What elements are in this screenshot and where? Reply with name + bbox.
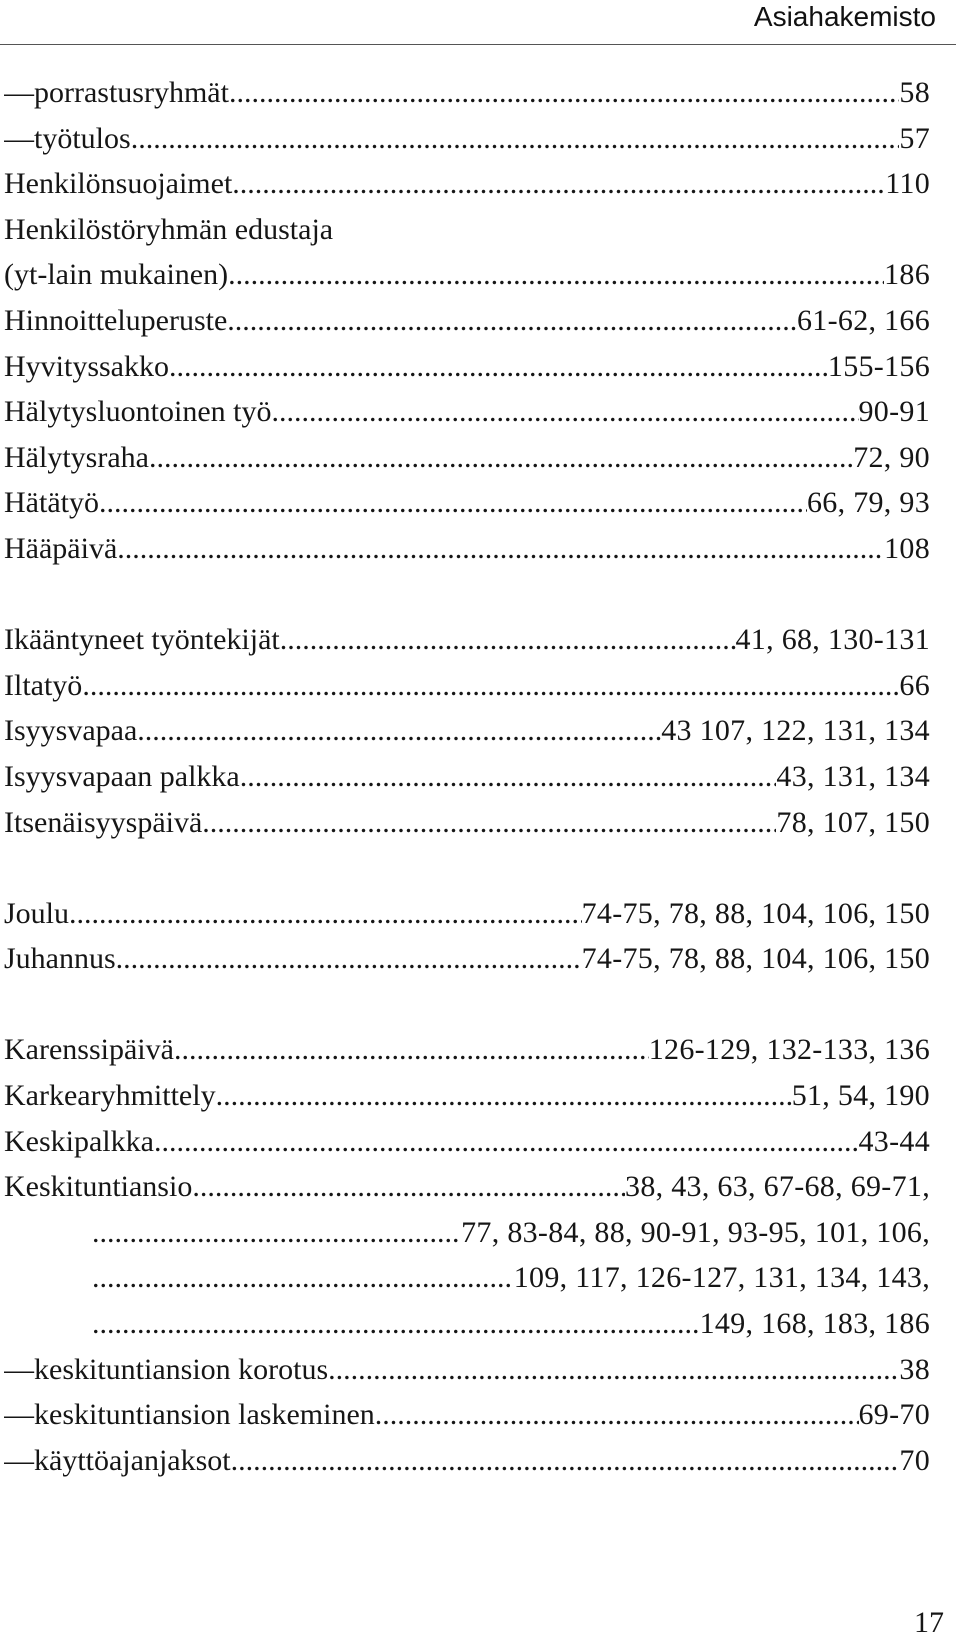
dot-leader (174, 1027, 649, 1073)
index-term: (yt-lain mukainen) (4, 258, 229, 292)
index-term: Itsenäisyyspäivä (4, 805, 203, 839)
index-term: Henkilöstöryhmän edustaja (4, 212, 334, 246)
dot-leader (192, 1164, 625, 1210)
index-term: Isyysvapaan palkka (4, 759, 240, 793)
index-entry (4, 1073, 930, 1119)
index-pages: 58 (899, 76, 930, 109)
index-pages: 108 (884, 531, 930, 565)
page-header (0, 0, 960, 52)
index-term: Hätätyö (4, 486, 99, 520)
index-pages: 51, 54, 190 (791, 1079, 930, 1113)
section-title: Asiahakemisto (753, 1, 936, 32)
index-entry (4, 161, 930, 207)
index-pages: 110 (885, 167, 930, 201)
index-pages: 61-62, 166 (797, 303, 930, 337)
index-pages: 43-44 (858, 1124, 930, 1158)
index-entry (4, 389, 930, 435)
index-pages: 186 (884, 258, 930, 292)
index-entry (4, 1392, 930, 1438)
letter-group-gap (4, 572, 930, 618)
index-pages: 109, 117, 126-127, 131, 134, 143, (513, 1261, 930, 1295)
dot-leader (116, 936, 582, 982)
index-entry-continuation (4, 1210, 930, 1256)
index-entry (4, 70, 930, 116)
index-pages: 72, 90 (853, 440, 930, 474)
index-term: Hääpäivä (4, 531, 118, 565)
index-entry (4, 754, 930, 800)
index-term: Ikääntyneet työntekijät (4, 623, 280, 657)
index-term: Keskipalkka (4, 1124, 154, 1158)
dot-leader (271, 389, 858, 435)
letter-group-gap (4, 982, 930, 1028)
dot-leader (154, 1119, 859, 1165)
index-entry (4, 1347, 930, 1393)
index-entry (4, 526, 930, 572)
dot-leader (137, 708, 661, 754)
dot-leader (231, 1438, 900, 1484)
index-entry (4, 207, 930, 253)
index-pages: 74-75, 78, 88, 104, 106, 150 (581, 896, 930, 930)
index-entry (4, 663, 930, 709)
dot-leader (240, 754, 777, 800)
dot-leader (149, 435, 853, 481)
dot-leader (229, 70, 899, 116)
dot-leader (131, 116, 900, 162)
index-pages: 69-70 (858, 1398, 930, 1432)
index-entry (4, 344, 930, 390)
index-entry (4, 116, 930, 162)
index-term: Hälytysluontoinen työ (4, 395, 272, 429)
subject-index (4, 70, 930, 1483)
dot-leader (82, 663, 899, 709)
index-pages: 43, 131, 134 (776, 759, 930, 793)
dot-leader (280, 617, 736, 663)
index-pages: 74-75, 78, 88, 104, 106, 150 (581, 942, 930, 976)
dot-leader (227, 298, 797, 344)
index-pages: 43 107, 122, 131, 134 (661, 714, 930, 748)
index-term: Hyvityssakko (4, 349, 169, 383)
dot-leader (99, 480, 807, 526)
dot-leader (216, 1073, 792, 1119)
index-entry (4, 800, 930, 846)
index-term: —käyttöajanjaksot (4, 1443, 231, 1477)
index-pages: 41, 68, 130-131 (735, 623, 930, 657)
page-number: 17 (914, 1606, 944, 1639)
index-term: Hinnoitteluperuste (4, 303, 228, 337)
index-entry (4, 252, 930, 298)
index-term: —porrastusryhmät (4, 76, 229, 109)
index-pages: 78, 107, 150 (776, 805, 930, 839)
index-entry (4, 936, 930, 982)
index-term: Iltatyö (4, 668, 83, 702)
index-entry (4, 617, 930, 663)
dot-leader (92, 1301, 700, 1347)
index-term: Karkearyhmittely (4, 1079, 216, 1113)
dot-leader (69, 891, 582, 937)
index-term: Keskituntiansio (4, 1170, 193, 1204)
dot-leader (117, 526, 884, 572)
dot-leader (375, 1392, 859, 1438)
index-pages: 38, 43, 63, 67-68, 69-71, (625, 1170, 930, 1204)
dot-leader (232, 161, 885, 207)
index-pages: 57 (899, 121, 930, 155)
index-term: Henkilönsuojaimet (4, 167, 233, 201)
index-pages: 77, 83-84, 88, 90-91, 93-95, 101, 106, (461, 1215, 930, 1249)
index-term: Karenssipäivä (4, 1033, 174, 1067)
index-entry (4, 891, 930, 937)
letter-group-gap (4, 845, 930, 891)
index-pages: 38 (899, 1352, 930, 1386)
index-pages: 155-156 (827, 349, 930, 383)
index-pages: 90-91 (858, 395, 930, 429)
index-pages: 70 (899, 1443, 930, 1477)
index-entry (4, 1438, 930, 1484)
index-entry (4, 480, 930, 526)
dot-leader (169, 344, 828, 390)
dot-leader (328, 1347, 899, 1393)
index-term: Hälytysraha (4, 440, 149, 474)
dot-leader (92, 1255, 514, 1301)
index-entry-continuation (4, 1255, 930, 1301)
index-pages: 149, 168, 183, 186 (699, 1307, 930, 1341)
index-term: Joulu (4, 896, 70, 930)
dot-leader (228, 252, 884, 298)
index-pages: 126-129, 132-133, 136 (648, 1033, 930, 1067)
dot-leader (202, 800, 776, 846)
index-term: —keskituntiansion laskeminen (4, 1398, 375, 1432)
dot-leader (92, 1210, 461, 1256)
index-term: Isyysvapaa (4, 714, 138, 748)
index-entry (4, 1027, 930, 1073)
index-entry (4, 1119, 930, 1165)
index-entry (4, 1164, 930, 1210)
index-pages: 66, 79, 93 (807, 486, 930, 520)
index-term: —keskituntiansion korotus (4, 1352, 329, 1386)
index-entry (4, 298, 930, 344)
index-pages: 66 (899, 668, 930, 702)
index-entry (4, 708, 930, 754)
index-term: —työtulos (4, 121, 131, 155)
index-entry-continuation (4, 1301, 930, 1347)
index-term: Juhannus (4, 942, 116, 976)
header-divider (0, 44, 956, 45)
index-entry (4, 435, 930, 481)
